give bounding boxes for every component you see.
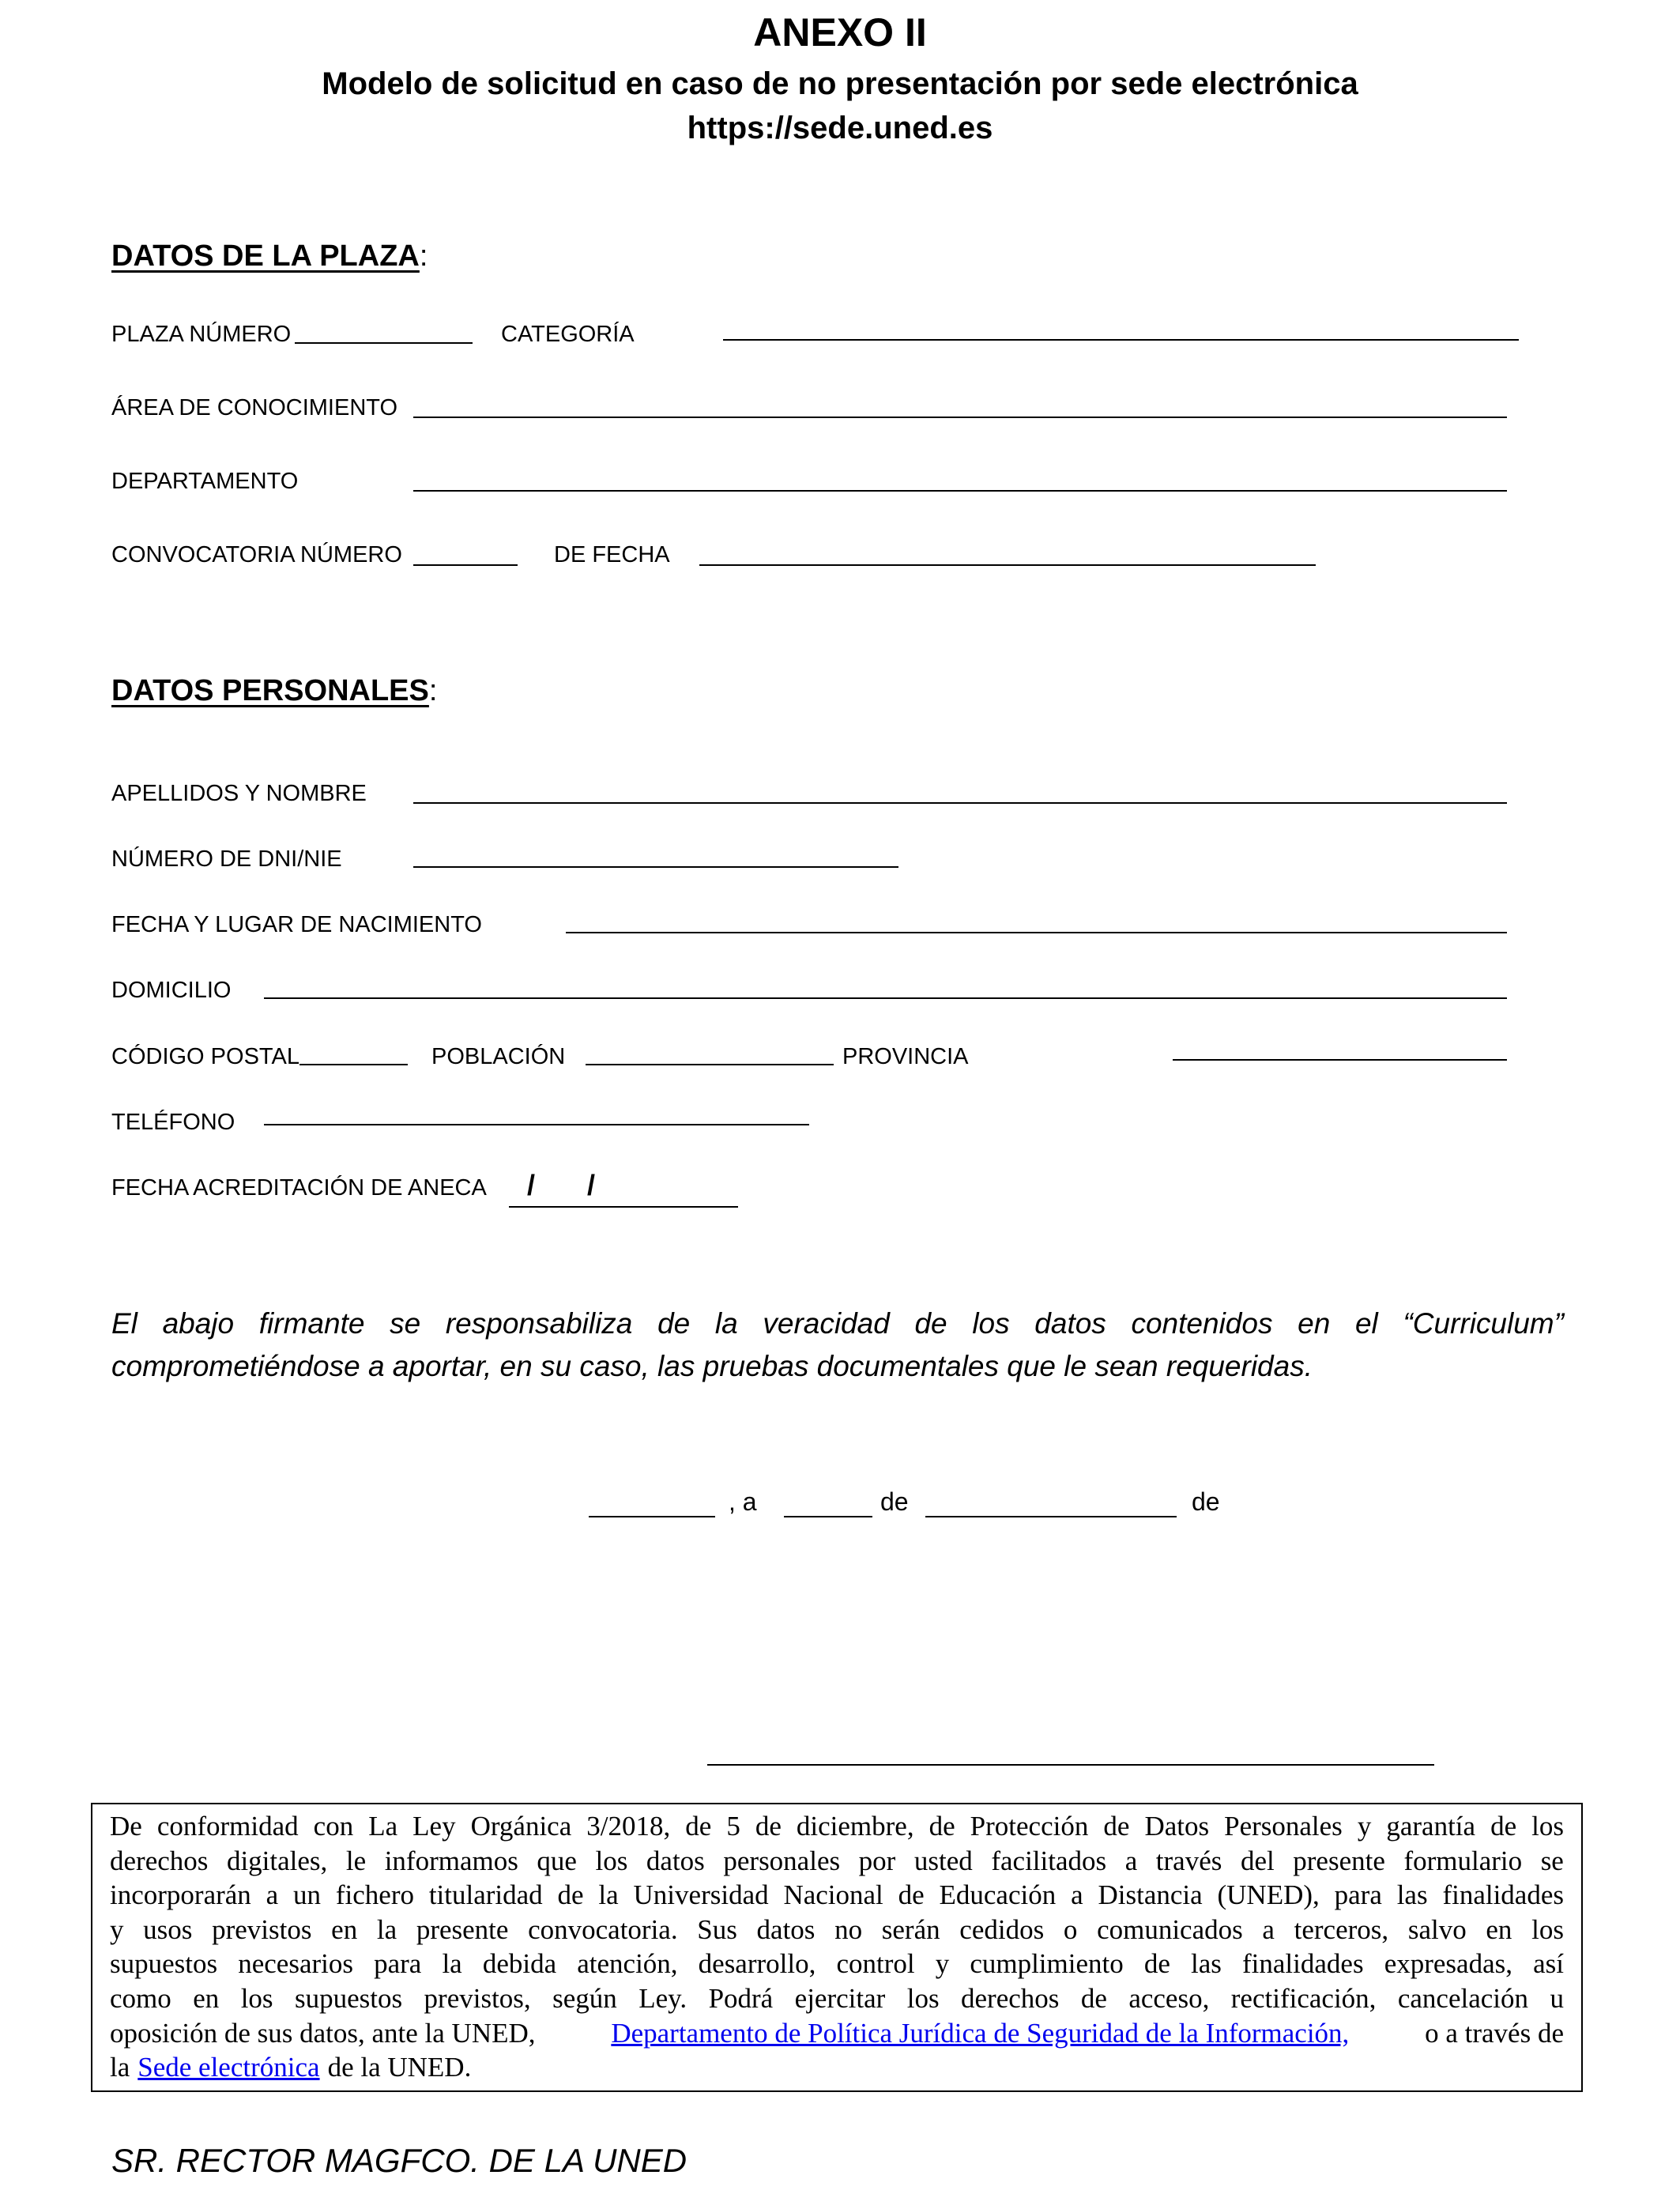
signature-line[interactable] (707, 1764, 1434, 1766)
privacy-notice-word: los (906, 1982, 940, 2014)
privacy-notice-word: formulario (1403, 1845, 1523, 1876)
field-aneca[interactable] (509, 1206, 738, 1208)
privacy-notice-word: Educación (939, 1879, 1057, 1911)
privacy-notice-word: así (1533, 1948, 1564, 1980)
privacy-notice-word: Datos (1144, 1811, 1210, 1842)
label-dni: NÚMERO DE DNI/NIE (111, 846, 342, 872)
declaration-word: firmante (258, 1307, 365, 1340)
privacy-notice-word: le (345, 1845, 367, 1876)
privacy-notice-text: De conformidad con La Ley Orgánica 3/2018, de 5 de diciembre, de Protección de Datos Personales y garantía de los derechos digitales, le informamos que los datos personales por usted facilitados a través del presente formulario se incorporarán a un fichero titularidad de la Universidad Nacional de Educación a Distancia (UNED), para las finalidades y usos previstos en la presente convocatoria. Sus datos no serán cedidos o comunicados a terceros, salvo en los supuestos necesarios para la debida atención, desarrollo, control y cumplimiento de las finalidades expresadas, así como en los supuestos previstos, según Ley. Podrá ejercitar los derechos de acceso, rectificación, cancelación u oposición de sus datos, ante la UNED, Departamento de Política Jurídica de Seguridad de la Información, o a través de la Sede electrónica de la UNED. (110, 1809, 1564, 2085)
privacy-notice-word: Protección (970, 1811, 1089, 1842)
privacy-notice-word: necesarios (238, 1948, 353, 1980)
field-poblacion[interactable] (586, 1064, 834, 1065)
privacy-notice-word: un (293, 1879, 322, 1911)
privacy-notice-word: de (755, 1811, 782, 1842)
privacy-notice-word: informamos (384, 1845, 518, 1876)
label-codigo-postal: CÓDIGO POSTAL (111, 1044, 299, 1069)
privacy-notice-word: terceros, (1294, 1913, 1389, 1945)
addressee: SR. RECTOR MAGFCO. DE LA UNED (111, 2142, 687, 2179)
privacy-notice-word: a (266, 1879, 279, 1911)
privacy-notice-word: conformidad (156, 1811, 299, 1842)
section-title-personales: DATOS PERSONALES: (111, 674, 438, 707)
privacy-notice-word: u (1550, 1982, 1564, 2014)
privacy-notice-word: usos (143, 1913, 193, 1945)
privacy-notice-word: digitales, (226, 1845, 328, 1876)
privacy-notice-word: fichero (335, 1879, 414, 1911)
page-subtitle: Modelo de solicitud en caso de no presentación por sede electrónica (322, 66, 1358, 101)
privacy-notice-word: Sus (697, 1913, 737, 1945)
field-lugar[interactable] (589, 1516, 715, 1517)
privacy-notice-word: la (442, 1948, 462, 1980)
privacy-notice-word: Universidad (633, 1879, 769, 1911)
page-title: ANEXO II (753, 10, 927, 55)
privacy-notice-word: y (110, 1913, 124, 1945)
field-area[interactable] (413, 417, 1507, 418)
privacy-notice-line (110, 1809, 1564, 1844)
declaration-word: abajo (162, 1307, 235, 1340)
field-dia[interactable] (784, 1516, 872, 1517)
privacy-notice-word: La (368, 1811, 398, 1842)
declaration-word: El (111, 1307, 137, 1340)
privacy-notice-word: usted (913, 1845, 973, 1876)
privacy-notice-word: supuestos (110, 1948, 218, 1980)
privacy-notice-box (91, 1803, 1583, 2092)
privacy-notice-word: Orgánica (470, 1811, 572, 1842)
privacy-notice-word: se (1540, 1845, 1564, 1876)
privacy-notice-word: supuestos (294, 1982, 403, 2014)
declaration-word: en (1298, 1307, 1331, 1340)
field-telefono[interactable] (264, 1124, 809, 1125)
declaration-word: datos (1034, 1307, 1106, 1340)
privacy-notice-word: salvo (1407, 1913, 1467, 1945)
privacy-notice-word: control (836, 1948, 915, 1980)
privacy-notice-word: como (110, 1982, 171, 2014)
privacy-notice-word: no (834, 1913, 863, 1945)
field-categoria[interactable] (723, 339, 1519, 341)
privacy-notice-word: convocatoria. (528, 1913, 678, 1945)
privacy-notice-word: de (1080, 1982, 1107, 2014)
privacy-notice-word: personales (723, 1845, 841, 1876)
field-domicilio[interactable] (264, 997, 1507, 999)
privacy-notice-word: Ley. (638, 1982, 687, 2014)
field-codigo-postal[interactable] (299, 1064, 408, 1065)
label-categoria: CATEGORÍA (501, 322, 635, 347)
privacy-notice-word: los (1531, 1913, 1564, 1945)
privacy-notice-word: los (1531, 1811, 1564, 1842)
field-convocatoria[interactable] (413, 564, 518, 566)
privacy-notice-word: finalidades (1242, 1948, 1364, 1980)
label-poblacion: POBLACIÓN (431, 1044, 566, 1069)
privacy-notice-word: desarrollo, (698, 1948, 816, 1980)
label-convocatoria: CONVOCATORIA NÚMERO (111, 542, 402, 567)
label-domicilio: DOMICILIO (111, 978, 232, 1003)
declaration-word: contenidos (1131, 1307, 1273, 1340)
privacy-notice-word: o (1063, 1913, 1078, 1945)
privacy-notice-word: atención, (577, 1948, 678, 1980)
date-separator: / (527, 1169, 536, 1201)
privacy-notice-word: cumplimiento (970, 1948, 1124, 1980)
declaration-word: “Curriculum” (1403, 1307, 1564, 1340)
field-apellidos[interactable] (413, 802, 1507, 804)
declaration-text: El abajo firmante se responsabiliza de la veracidad de los datos contenidos en el “Curriculum” comprometiéndose a aportar, en su caso, las pruebas documentales que le sean requeridas. (111, 1302, 1564, 1388)
privacy-notice-line (110, 1947, 1564, 1981)
privacy-notice-word: previstos, (424, 1982, 531, 2014)
privacy-notice-word: cancelación (1397, 1982, 1529, 2014)
privacy-notice-word: expresadas, (1384, 1948, 1512, 1980)
privacy-notice-word: y (935, 1948, 950, 1980)
privacy-notice-word: con (313, 1811, 354, 1842)
privacy-notice-word: comunicados (1097, 1913, 1243, 1945)
privacy-notice-word: para (1334, 1879, 1382, 1911)
privacy-notice-word: a (1124, 1845, 1138, 1876)
field-departamento[interactable] (413, 490, 1507, 492)
field-mes[interactable] (925, 1516, 1177, 1517)
declaration-word: de (657, 1307, 691, 1340)
date-de-text: de (1192, 1487, 1220, 1516)
declaration-word: la (714, 1307, 738, 1340)
privacy-notice-word: según (552, 1982, 617, 2014)
declaration-word: el (1354, 1307, 1378, 1340)
label-departamento: DEPARTAMENTO (111, 469, 299, 494)
privacy-notice-word: acceso, (1128, 1982, 1210, 2014)
privacy-notice-word: Distancia (1098, 1879, 1203, 1911)
privacy-notice-word: facilitados (991, 1845, 1107, 1876)
label-nacimiento: FECHA Y LUGAR DE NACIMIENTO (111, 912, 482, 937)
privacy-notice-word: de (929, 1811, 955, 1842)
privacy-notice-word: de (898, 1879, 925, 1911)
privacy-notice-word: Ley (412, 1811, 456, 1842)
label-plaza-numero: PLAZA NÚMERO (111, 322, 292, 347)
declaration-word: los (972, 1307, 1010, 1340)
privacy-notice-word: previstos (212, 1913, 312, 1945)
privacy-notice-word: para (374, 1948, 422, 1980)
privacy-notice-word: De (110, 1811, 142, 1842)
date-de-text: de (880, 1487, 909, 1516)
link-sede-electronica[interactable]: Sede electrónica (137, 2052, 320, 2083)
declaration-word: veracidad (763, 1307, 890, 1340)
privacy-notice-word: de (1103, 1811, 1130, 1842)
field-de-fecha[interactable] (699, 564, 1316, 566)
privacy-notice-word: de (557, 1879, 584, 1911)
label-provincia: PROVINCIA (842, 1044, 969, 1069)
privacy-notice-word: y (1357, 1811, 1372, 1842)
privacy-notice-word: debida (482, 1948, 557, 1980)
privacy-notice-line (110, 1981, 1564, 2016)
privacy-notice-word: a (1262, 1913, 1275, 1945)
privacy-notice-word: de (685, 1811, 712, 1842)
privacy-notice-word: datos (756, 1913, 816, 1945)
privacy-notice-word: en (1486, 1913, 1512, 1945)
declaration-word: responsabiliza (445, 1307, 633, 1340)
privacy-notice-word: los (240, 1982, 273, 2014)
privacy-notice-word: en (331, 1913, 358, 1945)
label-aneca: FECHA ACREDITACIÓN DE ANECA (111, 1175, 487, 1201)
privacy-notice-word: de (1143, 1948, 1170, 1980)
privacy-notice-word: rectificación, (1230, 1982, 1377, 2014)
field-provincia[interactable] (1173, 1059, 1507, 1061)
privacy-notice-word: a (1071, 1879, 1083, 1911)
privacy-notice-word: Podrá (708, 1982, 774, 2014)
declaration-word: de (914, 1307, 947, 1340)
field-dni[interactable] (413, 866, 898, 868)
privacy-notice-word: por (858, 1845, 896, 1876)
privacy-notice-word: de (1490, 1811, 1517, 1842)
privacy-notice-word: las (1191, 1948, 1222, 1980)
privacy-notice-word: titularidad (428, 1879, 543, 1911)
privacy-notice-word: serán (881, 1913, 940, 1945)
privacy-notice-word: (UNED), (1217, 1879, 1320, 1911)
privacy-notice-word: del (1240, 1845, 1275, 1876)
privacy-notice-line (110, 1913, 1564, 1947)
date-separator: / (587, 1169, 596, 1201)
privacy-notice-word: en (193, 1982, 220, 2014)
privacy-notice-word: 5 (726, 1811, 740, 1842)
label-de-fecha: DE FECHA (554, 542, 670, 567)
privacy-notice-word: las (1396, 1879, 1428, 1911)
privacy-notice-word: Nacional (783, 1879, 883, 1911)
date-a-text: , a (729, 1487, 757, 1516)
link-departamento-politica[interactable]: Departamento de Política Jurídica de Seguridad de la Información, (611, 2017, 1350, 2049)
privacy-notice-word: presente (416, 1913, 509, 1945)
privacy-notice-word: la (598, 1879, 619, 1911)
privacy-notice-word: través (1155, 1845, 1222, 1876)
privacy-notice-word: incorporarán (110, 1879, 251, 1911)
privacy-notice-line (110, 1878, 1564, 1913)
privacy-notice-word: garantía (1386, 1811, 1476, 1842)
privacy-notice-word: Personales (1224, 1811, 1343, 1842)
privacy-notice-word: la (376, 1913, 397, 1945)
privacy-notice-word: cedidos (959, 1913, 1045, 1945)
section-title-plaza: DATOS DE LA PLAZA: (111, 239, 428, 273)
label-area: ÁREA DE CONOCIMIENTO (111, 395, 398, 420)
privacy-notice-word: finalidades (1442, 1879, 1564, 1911)
privacy-notice-word: los (595, 1845, 628, 1876)
privacy-notice-word: derechos (110, 1845, 209, 1876)
privacy-notice-word: que (537, 1845, 577, 1876)
privacy-notice-word: datos (646, 1845, 705, 1876)
privacy-notice-word: ejercitar (794, 1982, 886, 2014)
privacy-notice-word: diciembre, (796, 1811, 914, 1842)
field-nacimiento[interactable] (566, 932, 1507, 933)
sede-url: https://sede.uned.es (687, 111, 993, 145)
label-apellidos: APELLIDOS Y NOMBRE (111, 781, 367, 806)
field-plaza-numero[interactable] (295, 342, 473, 344)
privacy-notice-word: derechos (961, 1982, 1060, 2014)
privacy-notice-word: 3/2018, (586, 1811, 671, 1842)
privacy-notice-line (110, 1844, 1564, 1879)
privacy-notice-word: presente (1293, 1845, 1385, 1876)
declaration-word: se (390, 1307, 421, 1340)
label-telefono: TELÉFONO (111, 1110, 235, 1135)
